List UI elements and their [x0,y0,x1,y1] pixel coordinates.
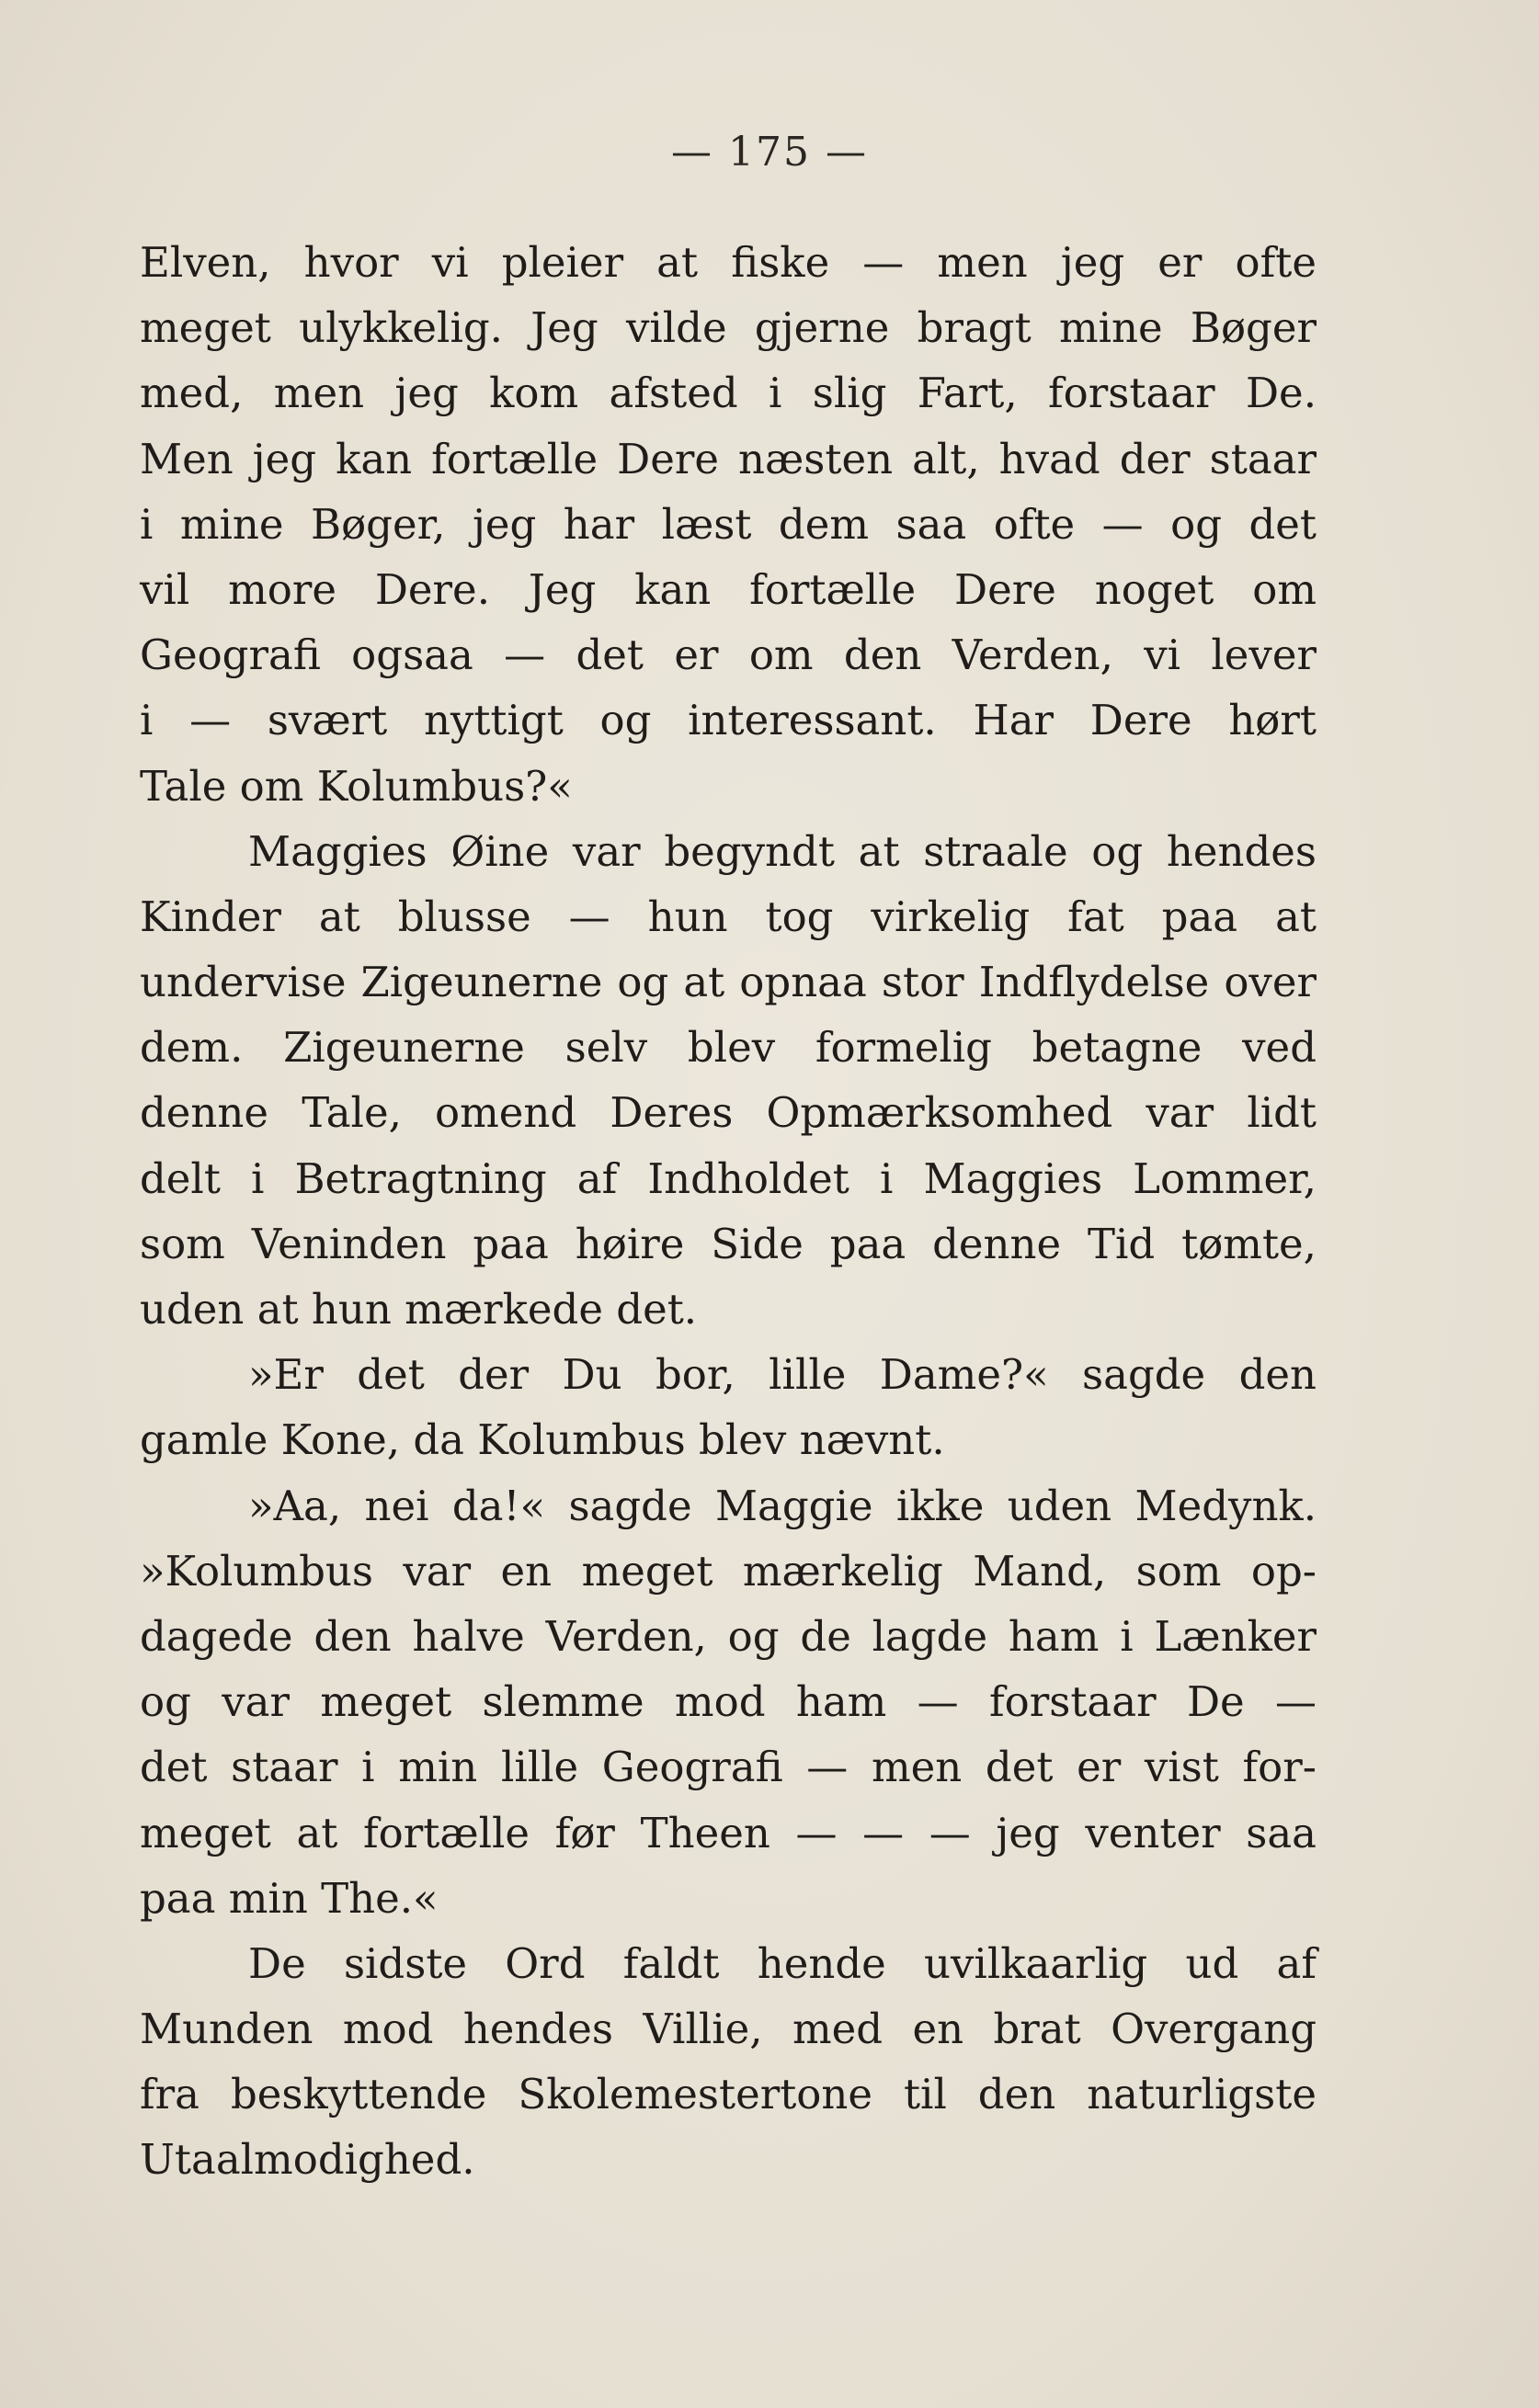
text-line: »Kolumbus var en meget mærkelig Mand, som op- [140,1546,1317,1596]
text-line: med, men jeg kom afsted i slig Fart, forstaar De. [140,369,1317,418]
text-line: Geografi ogsaa — det er om den Verden, vi lever [140,630,1317,680]
text-line: Men jeg kan fortælle Dere næsten alt, hvad der staar [140,434,1317,483]
text-line: gamle Kone, da Kolumbus blev nævnt. [140,1415,945,1465]
text-line: dagede den halve Verden, og de lagde ham i Lænker [140,1611,1317,1661]
text-line: meget ulykkelig. Jeg vilde gjerne bragt mine Bøger [140,303,1317,353]
text-line: som Veninden paa høire Side paa denne Tid tømte, [140,1219,1317,1268]
text-line: paa min The.« [140,1873,439,1923]
text-line: meget at fortælle før Theen — — — jeg venter saa [140,1808,1317,1857]
paragraph-first-line: De sidste Ord faldt hende uvilkaarlig ud af [248,1938,1317,1988]
text-line: Tale om Kolumbus?« [140,761,573,811]
text-line: fra beskyttende Skolemestertone til den naturligste [140,2070,1317,2119]
text-line: i — svært nyttigt og interessant. Har Dere hørt [140,696,1317,745]
text-line: det staar i min lille Geografi — men det er vist for- [140,1743,1317,1792]
text-line: denne Tale, omend Deres Opmærksomhed var lidt [140,1088,1317,1138]
paragraph-first-line: Maggies Øine var begyndt at straale og hendes [248,826,1317,876]
text-line: Munden mod hendes Villie, med en brat Overgang [140,2005,1317,2054]
body-text [140,230,1317,2193]
text-line: undervise Zigeunerne og at opnaa stor Indflydelse over [140,958,1317,1007]
text-line: og var meget slemme mod ham — forstaar De — [140,1677,1317,1727]
text-line: vil more Dere. Jeg kan fortælle Dere noget om [140,564,1317,614]
paragraph-first-line: »Aa, nei da!« sagde Maggie ikke uden Medynk. [248,1481,1317,1530]
text-line: Utaalmodighed. [140,2135,475,2185]
text-line: Kinder at blusse — hun tog virkelig fat paa at [140,892,1317,941]
text-line: delt i Betragtning af Indholdet i Maggies Lommer, [140,1153,1317,1203]
text-line: uden at hun mærkede det. [140,1285,698,1334]
text-line: dem. Zigeunerne selv blev formelig betagne ved [140,1023,1317,1073]
paragraph-first-line: »Er det der Du bor, lille Dame?« sagde den [248,1350,1317,1400]
text-line: i mine Bøger, jeg har læst dem saa ofte — og det [140,499,1317,549]
text-line: Elven, hvor vi pleier at fiske — men jeg er ofte [140,238,1317,287]
page-number: — 175 — [671,129,868,176]
